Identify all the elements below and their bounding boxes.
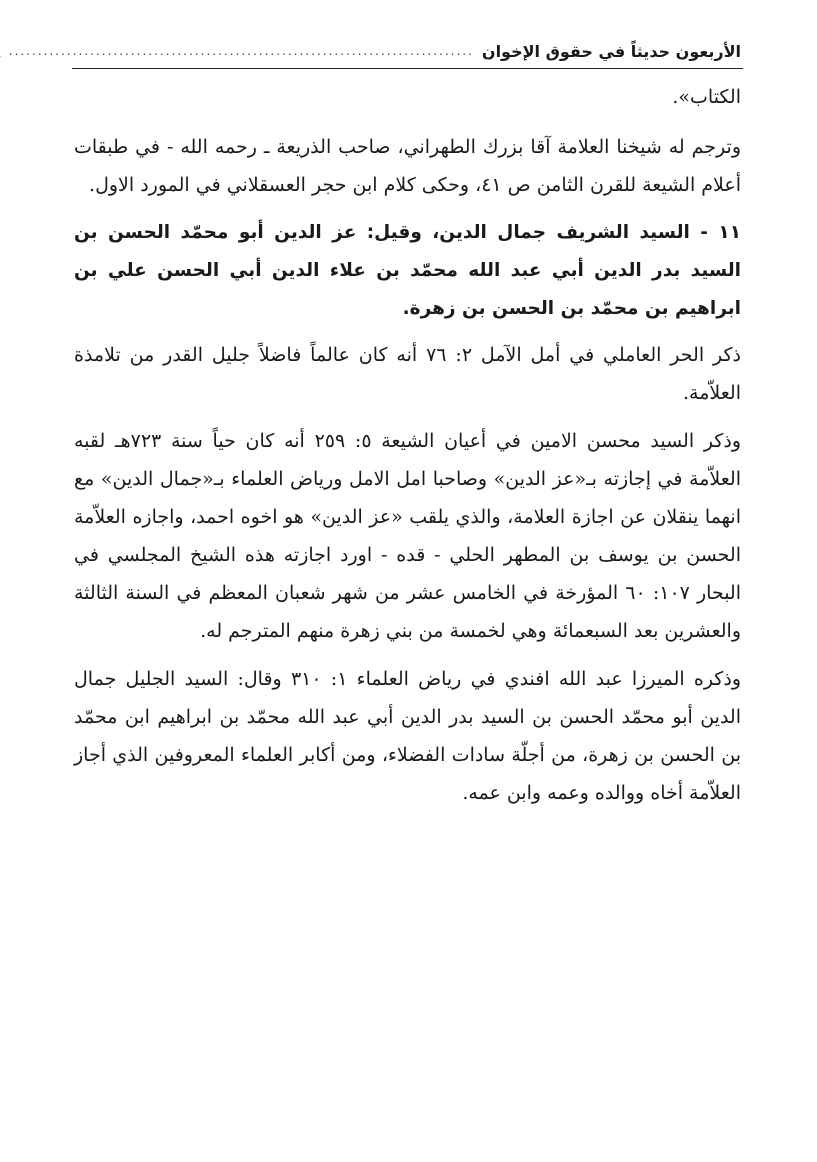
paragraph-amal-al-amil: ذكر الحر العاملي في أمل الآمل ٢: ٧٦ أنه كان عالماً فاضلاً جليل القدر من تلامذة العلاّمة. — [74, 344, 741, 404]
paragraph-continuation: الكتاب». — [672, 86, 741, 108]
running-header — [8, 34, 741, 68]
body-text — [74, 78, 741, 822]
paragraph-ayan-al-shia: وذكر السيد محسن الامين في أعيان الشيعة ٥: ٢٥٩ أنه كان حياً سنة ٧٢٣هـ لقبه العلاّمة في إجازته بـ«عز الدين» وصاحبا امل الامل ورياض العلماء بـ«جمال الدين» مع انهما ينقلان عن اجازة العلامة، والذي يلقب «عز الدين» هو اخوه احمد، واجازه العلاّمة الحسن بن يوسف بن المطهر الحلي - قده - اورد اجازته هذه الشيخ المجلسي في البحار ١٠٧: ٦٠ المؤرخة في الخامس عشر من شهر شعبان المعظم في السنة الثالثة والعشرين بعد السبعمائة وهي لخمسة من بني زهرة منهم المترجم له. — [74, 430, 741, 642]
running-header-leader-dots: ................................................................................ — [8, 44, 474, 58]
paragraph-riyad-al-ulama: وذكره الميرزا عبد الله افندي في رياض العلماء ١: ٣١٠ وقال: السيد الجليل جمال الدين أبو محمّد الحسن بن السيد بدر الدين أبي عبد الله محمّد بن ابراهيم ابن محمّد بن الحسن بن زهرة، من أجلّة سادات الفضلاء، ومن أكابر العلماء المعروفين الذي أجاز العلاّمة أخاه ووالده وعمه وابن عمه. — [74, 668, 741, 804]
paragraph-tabaqat: وترجم له شيخنا العلامة آقا بزرك الطهراني، صاحب الذريعة ـ رحمه الله - في طبقات أعلام الشيعة للقرن الثامن ص ٤١، وحكى كلام ابن حجر العسقلاني في المورد الاول. — [74, 136, 741, 196]
page-number — [0, 42, 1, 61]
header-rule — [72, 68, 743, 69]
entry-heading: ١١ - السيد الشريف جمال الدين، وقيل: عز الدين أبو محمّد الحسن بن السيد بدر الدين أبي عبد الله محمّد بن علاء الدين أبي الحسن علي بن ابراهيم بن محمّد بن الحسن بن زهرة. — [74, 222, 741, 319]
running-header-title: الأربعون حديثاً في حقوق الإخوان — [481, 41, 741, 61]
